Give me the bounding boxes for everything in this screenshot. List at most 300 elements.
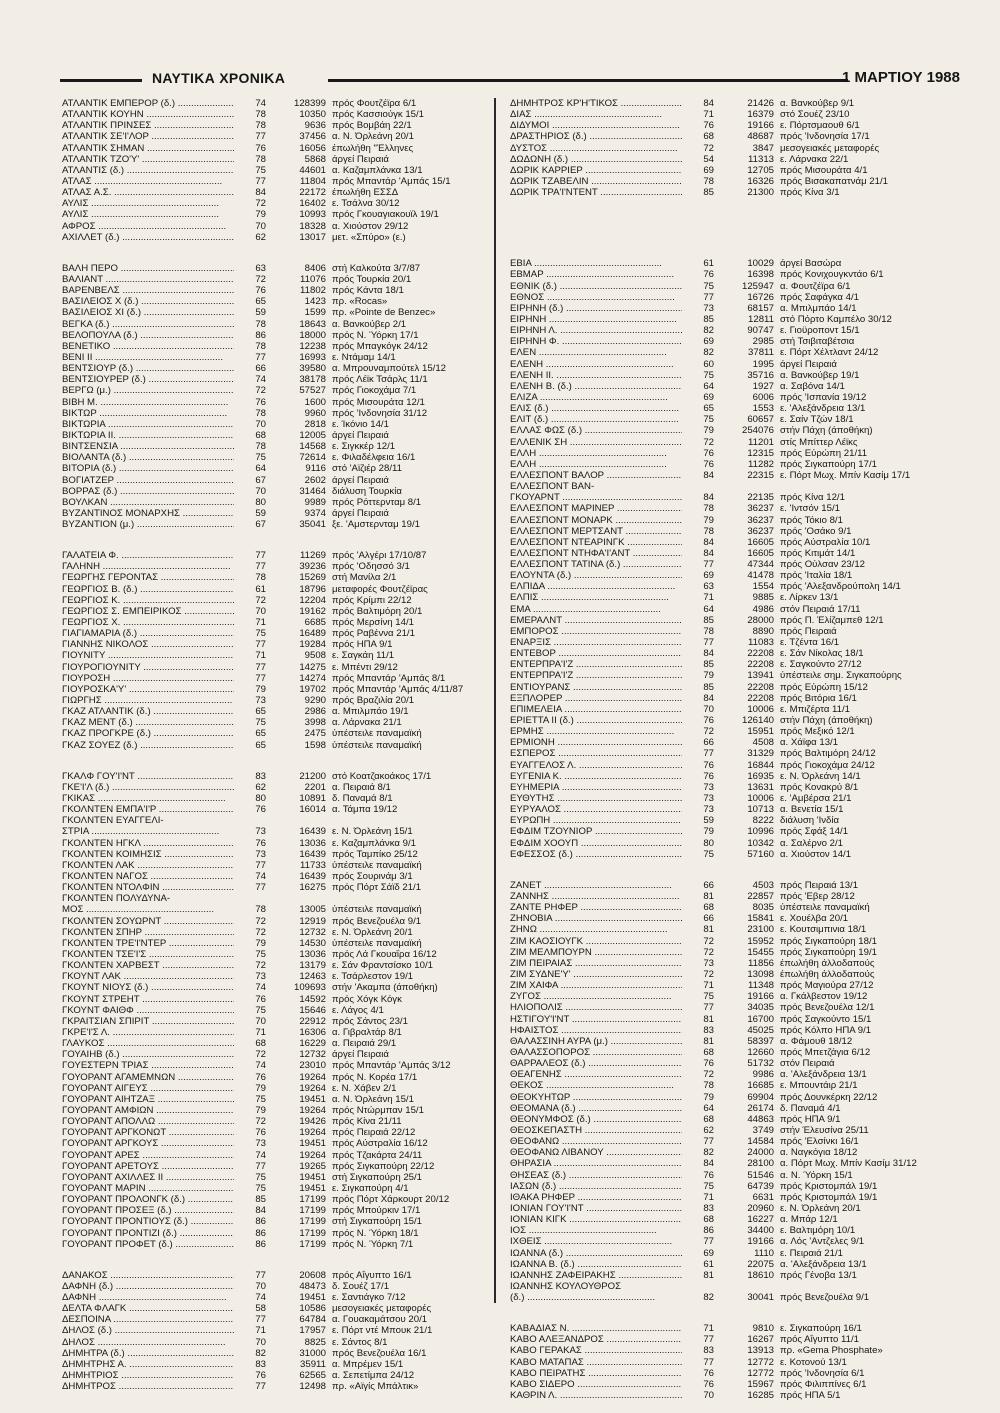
ship-row — [510, 470, 940, 481]
build-year: 66 — [703, 737, 714, 749]
ship-status: πρός Μπαντάρ 'Αμπάς 8/1 — [332, 672, 446, 684]
tonnage: 37811 — [748, 347, 774, 359]
ship-row — [62, 475, 494, 486]
ship-row — [510, 131, 940, 142]
build-year: 77 — [255, 561, 266, 573]
ship-row — [62, 1127, 494, 1138]
ship-row — [510, 1281, 940, 1292]
ship-name: ΓΚΟΛΝΤΕΝ ΕΜΠΑ'Ι'Ρ ..... — [62, 804, 234, 815]
tonnage: 16285 — [747, 1390, 774, 1402]
tonnage: 19451 — [299, 1182, 326, 1194]
ship-status: πρός Βομβάη 22/1 — [332, 120, 412, 132]
ship-name: ΓΟΥΟΡΑΝΤ ΠΡΟΣΕΞ (δ.) ..... — [62, 1205, 234, 1216]
build-year: 77 — [703, 559, 714, 571]
ship-name: ΓΙΑΓΙΑΜΑΡΙΑ (δ.) ..... — [62, 628, 234, 639]
ship-row — [510, 336, 940, 347]
tonnage: 21200 — [299, 770, 326, 782]
ship-name: ΘΕΚΟΣ ..... — [510, 1080, 682, 1091]
ship-name: ΒΟΥΛΚΑΝ ..... — [62, 497, 234, 508]
ship-row — [510, 1345, 940, 1356]
ship-status: πρός Βαλτιμόρη 24/12 — [780, 748, 876, 760]
build-year: 84 — [703, 692, 714, 704]
ship-name: ΑΥΛΙΣ ..... — [62, 209, 234, 220]
ship-name: ΚΑΒΑΔΙΑΣ Ν. ..... — [510, 1323, 682, 1334]
ship-status: ε. Σαντιάγκο 7/12 — [332, 1292, 406, 1304]
ship-name: ΕΝΤΕΡΠΡΑ'Ι'Ζ ..... — [510, 659, 682, 670]
ship-name: ΔΗΛΟΣ (δ.) ..... — [62, 1325, 234, 1336]
ship-row — [510, 414, 940, 425]
ship-status: έπωλήθη άλλοδαπούς — [780, 957, 875, 969]
build-year: 71 — [255, 1325, 266, 1337]
ship-name: ΗΦΑΙΣΤΟΣ ..... — [510, 1025, 682, 1036]
ship-status: πρός Δουνκέρκη 22/12 — [780, 1091, 878, 1103]
ship-name: ΓΚΟΛΝΤΕΝ ΧΑΡΒΕΣΤ ..... — [62, 960, 234, 971]
ship-name: ΓΚΟΛΝΤΕΝ ΣΠΗΡ ..... — [62, 927, 234, 938]
ship-name: ΕΛΟΥΝΤΑ (δ.) ..... — [510, 570, 682, 581]
ship-status: ε. Σαγκάη 11/1 — [332, 650, 395, 662]
ship-name: ΘΕΑΓΕΝΗΣ ..... — [510, 1069, 682, 1080]
ship-name: ΓΑΛΑΤΕΙΑ Φ. ..... — [62, 550, 234, 561]
ship-name: ΓΚΡΑΙΤΣΙΑΝ ΣΠΙΡΙΤ ..... — [62, 1016, 234, 1027]
ship-status: πρός Φουτζέϊρα 6/1 — [332, 98, 417, 109]
ship-status: στήν Πάχη (άποθήκη) — [780, 425, 873, 437]
ship-status: πρός Κόλπο ΗΠΑ 9/1 — [780, 1024, 872, 1036]
ship-status: στό 'Αϊζιέρ 28/11 — [332, 463, 402, 475]
ship-row — [510, 682, 940, 693]
header-rule-right — [328, 79, 848, 82]
build-year: 65 — [255, 739, 266, 751]
ship-status: πρός 'Ισπανία 19/12 — [780, 391, 867, 403]
ship-status: α. Χάϊφα 13/1 — [780, 737, 839, 749]
ship-status: ε. Σιγκαπούρη 16/1 — [780, 1323, 862, 1335]
build-year: 70 — [255, 605, 266, 617]
ship-row — [62, 198, 494, 209]
build-year: 79 — [255, 1104, 266, 1116]
ship-name: ΓΚΟΥΑΡΝΤ ..... — [510, 492, 682, 503]
ship-name: ΓΚΟΛΝΤΕΝ ΗΓΚΛ ..... — [62, 838, 234, 849]
ship-status: ε. Σιγκκέρ 12/1 — [332, 441, 396, 453]
build-year: 79 — [255, 937, 266, 949]
ship-status: πρός Πειραιά — [780, 625, 837, 637]
tonnage: 18328 — [299, 220, 326, 232]
ship-status: πρός Σιγκαπούρη 17/1 — [780, 458, 877, 470]
build-year: 78 — [255, 120, 266, 132]
ship-status: ε. Λάγος 4/1 — [332, 1004, 384, 1016]
tonnage: 14275 — [299, 661, 326, 673]
build-year: 75 — [703, 1180, 714, 1192]
build-year: 59 — [703, 815, 714, 827]
ship-status: πρός ΗΠΑ 5/1 — [780, 1390, 841, 1402]
ship-row — [62, 274, 494, 285]
ship-row — [62, 1016, 494, 1027]
ship-status: μετ. «Σπύρο» (ε.) — [332, 231, 406, 243]
ship-status: α. Λός 'Αντζελες 9/1 — [780, 1236, 865, 1248]
build-year: 59 — [255, 507, 266, 519]
tonnage: 21426 — [747, 98, 774, 109]
tonnage: 14568 — [299, 441, 326, 453]
tonnage: 9810 — [752, 1323, 774, 1335]
ship-name: ΘΕΟΦΑΝΩ ΛΙΒΑΝΟΥ ..... — [510, 1147, 682, 1158]
ship-row — [62, 949, 494, 960]
tonnage: 19264 — [299, 1149, 326, 1161]
ship-status: ε. Πόρτσμαουθ 6/1 — [780, 120, 860, 132]
ship-name: ΕΛΠΙΔΑ ..... — [510, 581, 682, 592]
ship-status: πρός Μερσίνη 14/1 — [332, 617, 414, 629]
build-year: 83 — [703, 1345, 714, 1357]
tonnage: 22135 — [747, 492, 774, 504]
ship-status: α. Τάμπα 19/12 — [332, 804, 398, 816]
tonnage: 12463 — [299, 971, 326, 983]
ship-status: ε. Πόρτ Χέλτλαντ 24/12 — [780, 347, 879, 359]
ship-status: ε. Σάν Φραντσίσκο 10/1 — [332, 960, 433, 972]
ship-name: ΕΝΤΙΟΥΡΑΝΣ ..... — [510, 682, 682, 693]
ship-name: ΑΤΛΑΣ ..... — [62, 176, 234, 187]
tonnage: 12705 — [747, 164, 774, 176]
ship-name: ΓΚΟΛΝΤΕΝ ΤΣΕ'Ι'Σ ..... — [62, 949, 234, 960]
build-year: 76 — [255, 1071, 266, 1083]
ship-row — [510, 726, 940, 737]
ship-status: α. Φάμουθ 18/12 — [780, 1035, 853, 1047]
ship-status: πρός ΗΠΑ 9/1 — [332, 639, 393, 651]
ship-row — [62, 374, 494, 385]
build-year: 73 — [255, 1138, 266, 1150]
build-year: 79 — [703, 425, 714, 437]
tonnage: 16014 — [299, 804, 326, 816]
build-year: 84 — [255, 187, 266, 199]
ship-row — [62, 176, 494, 187]
ship-row — [510, 1147, 940, 1158]
build-year: 54 — [703, 153, 714, 165]
ship-group — [62, 98, 494, 243]
ship-name: ΔΗΜΗΤΡΟΣ ..... — [62, 1381, 234, 1392]
tonnage: 22208 — [747, 659, 774, 671]
build-year: 76 — [255, 804, 266, 816]
ship-status: μεσογειακές μεταφορές — [332, 1303, 432, 1315]
ship-row — [510, 793, 940, 804]
build-year: 75 — [255, 452, 266, 464]
tonnage: 2986 — [304, 706, 326, 718]
tonnage: 13036 — [299, 837, 326, 849]
ship-status: ε. Σαίν Τζών 18/1 — [780, 414, 854, 426]
build-year: 78 — [703, 175, 714, 187]
tonnage: 10006 — [747, 703, 774, 715]
tonnage: 22075 — [747, 1258, 774, 1270]
build-year: 67 — [255, 519, 266, 531]
ship-status: στίς Μπίττερ Λέϊκς — [780, 436, 858, 448]
ship-row — [62, 1072, 494, 1083]
tonnage: 11083 — [748, 637, 774, 649]
ship-name: ΖΗΝΟΒΙΑ ..... — [510, 913, 682, 924]
tonnage: 35716 — [747, 369, 774, 381]
ship-name: ΕΜΑ ..... — [510, 604, 682, 615]
ship-status: πρός Μισουράτα 4/1 — [780, 164, 868, 176]
ship-status: πρός Τζακάρτα 24/11 — [332, 1149, 423, 1161]
ship-status: πρός Σιγκαπούρη 19/1 — [780, 946, 877, 958]
ship-name: ΙΩΑΝΝΑ (δ.) ..... — [510, 1248, 682, 1259]
ship-status: πρός Πόρτ Χάρκουρτ 20/12 — [332, 1194, 450, 1206]
tonnage: 48473 — [299, 1280, 326, 1292]
ship-status: πρός Μπαντάρ 'Αμπάς 3/12 — [332, 1060, 451, 1072]
ship-row — [510, 570, 940, 581]
ship-name: ΕΜΕΡΑΛΝΤ ..... — [510, 615, 682, 626]
build-year: 76 — [703, 1169, 714, 1181]
ship-status: ε. Ν. Όρλεάνη 15/1 — [332, 826, 413, 838]
build-year: 76 — [703, 458, 714, 470]
build-year: 83 — [703, 1202, 714, 1214]
tonnage: 10342 — [747, 837, 774, 849]
ship-row — [510, 425, 940, 436]
tonnage: 1110 — [754, 1247, 774, 1259]
build-year: 76 — [703, 1058, 714, 1070]
build-year: 74 — [255, 98, 266, 109]
ship-name: ΕΛΛΑΣ ΦΩΣ (δ.) ..... — [510, 425, 682, 436]
ship-name: ΔΩΡΙΚ ΤΡΑ'Ι'ΝΤΕΝΤ ..... — [510, 187, 682, 198]
ship-row — [510, 437, 940, 448]
ship-name: ΘΑΛΑΣΣΙΝΗ ΑΥΡΑ (μ.) ..... — [510, 1036, 682, 1047]
build-year: 72 — [255, 594, 266, 606]
tonnage: 13913 — [747, 1345, 774, 1357]
build-year: 76 — [703, 120, 714, 132]
ship-name: ΕΙΡΗΝΗ Λ. ..... — [510, 325, 682, 336]
ship-status: ε. Σαγκούντο 27/12 — [780, 659, 862, 671]
ship-status: πρός Ρόττερνταμ 8/1 — [332, 496, 422, 508]
ship-row — [62, 717, 494, 728]
build-year: 67 — [255, 474, 266, 486]
ship-status: πρός Αύστραλία 16/12 — [332, 1138, 428, 1150]
ship-status: πρ. «Gema Phosphate» — [780, 1345, 883, 1357]
ship-row — [510, 1103, 940, 1114]
ship-row — [510, 748, 940, 759]
ship-name: ΕΥΘΥΤΗΣ ..... — [510, 793, 682, 804]
ship-status: α. Γιβραλτάρ 8/1 — [332, 1026, 402, 1038]
ship-row — [510, 826, 940, 837]
ship-name: ΓΑΛΗΝΗ ..... — [62, 561, 234, 572]
ship-row — [510, 670, 940, 681]
tonnage: 34400 — [747, 1225, 774, 1237]
ship-row — [510, 120, 940, 131]
build-year: 77 — [255, 639, 266, 651]
build-year: 78 — [703, 625, 714, 637]
ship-name: ΓΚΕ'Ι'Λ (δ.) ..... — [62, 782, 234, 793]
ship-name: ΕΛΛΕΣΠΟΝΤ ΜΕΡΤΣΑΝΤ ..... — [510, 526, 682, 537]
tonnage: 13017 — [299, 231, 326, 243]
build-year: 65 — [703, 403, 714, 415]
ship-name: ΘΑΡΡΑΛΕΟΣ (δ.) ..... — [510, 1058, 682, 1069]
build-year: 72 — [703, 726, 714, 738]
tonnage: 19166 — [747, 1236, 774, 1248]
ship-status: έπωλήθη ΕΣΣΔ — [332, 187, 399, 199]
ship-status: στό Σουέζ 23/10 — [780, 109, 850, 121]
ship-name: ΓΕΩΡΓΙΟΣ Σ. ΕΜΠΕΙΡΙΚΟΣ ..... — [62, 606, 234, 617]
tonnage: 17199 — [299, 1238, 326, 1250]
ship-row — [510, 292, 940, 303]
ship-status: ε. Ν. Όρλεάνη 20/1 — [332, 926, 413, 938]
build-year: 61 — [703, 1258, 714, 1270]
ship-row — [62, 971, 494, 982]
ship-name: ΕΛΠΙΣ ..... — [510, 592, 682, 603]
ship-status: ε. Κοτονού 13/1 — [780, 1356, 847, 1368]
ship-row — [510, 1136, 940, 1147]
ship-row — [62, 307, 494, 318]
ship-row — [510, 936, 940, 947]
tonnage: 1600 — [304, 396, 326, 408]
ship-row — [510, 176, 940, 187]
ship-status: πρός 'Ιταλία 18/1 — [780, 570, 853, 582]
build-year: 75 — [255, 1004, 266, 1016]
ship-row — [510, 269, 940, 280]
ship-status: πρός Μπαγκόγκ 24/12 — [332, 340, 428, 352]
tonnage: 9986 — [752, 1069, 774, 1081]
build-year: 68 — [255, 429, 266, 441]
ship-name: ΕΛΕΝΗ ΙΙ. ..... — [510, 370, 682, 381]
build-year: 68 — [703, 1113, 714, 1125]
ship-name: ΒΕΝΤΣΙΟΥΡ (δ.) ..... — [62, 363, 234, 374]
ship-status: πρός Σάντος 23/1 — [332, 1015, 408, 1027]
ship-name: ΓΟΥΟΡΑΝΤ ΑΡΕΤΟΥΣ ..... — [62, 1161, 234, 1172]
ship-row — [62, 1314, 494, 1325]
ship-status: α. Πειραιά 29/1 — [332, 1038, 397, 1050]
ship-status: ύπέστειλε παναμαϊκή — [780, 902, 870, 914]
ship-status: πρός Βενεζουέλα 12/1 — [780, 1002, 875, 1014]
ship-name: ΓΚΟΛΝΤΕΝ ΚΟΙΜΗΣΙΣ ..... — [62, 849, 234, 860]
tonnage: 36237 — [747, 525, 774, 537]
tonnage: 16935 — [747, 770, 774, 782]
ship-row — [62, 508, 494, 519]
tonnage: 8406 — [304, 262, 326, 274]
ship-row — [510, 891, 940, 902]
build-year: 77 — [255, 661, 266, 673]
ship-name: ΕΙΡΗΝΗ ..... — [510, 314, 682, 325]
ship-row — [510, 1080, 940, 1091]
ship-row — [510, 303, 940, 314]
column-divider — [494, 98, 496, 1303]
build-year: 68 — [703, 1046, 714, 1058]
tonnage: 6631 — [752, 1191, 774, 1203]
ship-row — [62, 1205, 494, 1216]
ship-row — [62, 706, 494, 717]
build-year: 69 — [703, 1247, 714, 1259]
ship-name: ΕΣΠΕΡΟΣ ..... — [510, 748, 682, 759]
tonnage: 21300 — [747, 187, 774, 199]
ship-row — [510, 1125, 940, 1136]
tonnage: 15841 — [747, 913, 774, 925]
ship-row — [62, 561, 494, 572]
ship-status: στό Κοατζακοάκος 17/1 — [332, 770, 432, 782]
tonnage: 31329 — [747, 748, 774, 760]
ship-name: ΗΛΙΟΠΟΛΙΣ ..... — [510, 1002, 682, 1013]
ship-status: πρός Ντώρμπαν 15/1 — [332, 1104, 424, 1116]
tonnage: 10993 — [299, 209, 326, 221]
ship-row — [62, 1150, 494, 1161]
ship-status: α. 'Αλεξάνδρεια 13/1 — [780, 1258, 867, 1270]
ship-row — [62, 187, 494, 198]
ship-status: πρός Πόρτ Σάϊδ 21/1 — [332, 882, 422, 894]
ship-name: ΑΤΛΑΝΤΙΚ ΠΡΙΝΣΕΣ ..... — [62, 120, 234, 131]
build-year: 75 — [255, 948, 266, 960]
tonnage: 4503 — [752, 879, 774, 891]
ship-status: ε. Σιγκαπούρη 4/1 — [332, 1182, 409, 1194]
tonnage: 37456 — [299, 131, 326, 143]
build-year: 83 — [255, 770, 266, 782]
build-year: 62 — [703, 1124, 714, 1136]
ship-status: πρός ΗΠΑ 9/1 — [780, 1113, 841, 1125]
ship-status: πρός Κριστομπάλ 19/1 — [780, 1180, 878, 1192]
build-year: 73 — [703, 793, 714, 805]
build-year: 65 — [255, 728, 266, 740]
tonnage: 16056 — [299, 142, 326, 154]
tonnage: 8222 — [752, 815, 774, 827]
build-year: 77 — [255, 550, 266, 562]
ship-row — [510, 615, 940, 626]
ship-status: πρός Φιλιππίνες 6/1 — [780, 1378, 867, 1390]
tonnage: 72614 — [299, 452, 326, 464]
ship-status: ε. Φιλαδέλφεια 16/1 — [332, 452, 416, 464]
ship-name: ΒΕΛΟΠΟΥΛΑ (δ.) ..... — [62, 330, 234, 341]
tonnage: 12315 — [747, 447, 774, 459]
ship-status: πρός Λά Γκουαΐρα 16/12 — [332, 948, 437, 960]
build-year: 64 — [703, 1102, 714, 1114]
build-year: 65 — [255, 296, 266, 308]
ship-name: ΕΛΙΤ (δ.) ..... — [510, 414, 682, 425]
ship-name: ΓΚΟΥΝΤ ΝΙΟΥΣ (δ.) ..... — [62, 982, 234, 993]
build-year: 79 — [255, 1082, 266, 1094]
tonnage: 16844 — [747, 759, 774, 771]
tonnage: 17199 — [299, 1205, 326, 1217]
ship-name: ΑΧΙΛΛΕΤ (δ.) ..... — [62, 232, 234, 243]
build-year: 64 — [255, 463, 266, 475]
ship-row — [62, 916, 494, 927]
ship-group — [510, 1323, 940, 1401]
ship-name: ΔΩΔΩΝΗ (δ.) ..... — [510, 154, 682, 165]
ship-name: ΓΟΥΟΡΑΝΤ ΑΡΓΚΟΝΩΤ ..... — [62, 1127, 234, 1138]
tonnage: 16993 — [299, 351, 326, 363]
ship-status: πρός Κίνα 21/11 — [332, 1116, 402, 1128]
ship-row — [62, 330, 494, 341]
tonnage: 2475 — [304, 728, 326, 740]
build-year: 77 — [255, 859, 266, 871]
ship-name: ΓΚΟΛΝΤΕΝ ΕΥΑΓΓΕΛΙ- — [62, 815, 164, 827]
ship-status: πρός Τουρκία 20/1 — [332, 273, 412, 285]
ship-row — [510, 626, 940, 637]
build-year: 74 — [255, 982, 266, 994]
ship-status: ε. Κουτσιμπινια 18/1 — [780, 924, 867, 936]
tonnage: 6685 — [304, 617, 326, 629]
build-year: 77 — [255, 1381, 266, 1393]
build-year: 69 — [703, 570, 714, 582]
tonnage: 45025 — [747, 1024, 774, 1036]
ship-status: πρός Σιγκαπούρη 22/12 — [332, 1160, 435, 1172]
build-year: 77 — [703, 748, 714, 760]
ship-status: α. Βενετία 15/1 — [780, 804, 844, 816]
ship-row — [62, 938, 494, 949]
build-year: 70 — [255, 1280, 266, 1292]
build-year: 60 — [703, 358, 714, 370]
tonnage: 16685 — [747, 1080, 774, 1092]
ship-status: ύπέστειλε σημ. Σιγκαπούρης — [780, 670, 902, 682]
tonnage: 31464 — [299, 485, 326, 497]
tonnage: 1598 — [304, 739, 326, 751]
ship-status: α. Σεπετίμπα 24/12 — [332, 1370, 415, 1382]
tonnage: 1995 — [752, 358, 774, 370]
ship-name: ΕΛΙΣ (δ.) ..... — [510, 403, 682, 414]
ship-name: ΓΚΟΥΝΤ ΣΤΡΕΗΤ ..... — [62, 994, 234, 1005]
ship-status: α. Βανκούβερ 2/1 — [332, 318, 407, 330]
ship-status: διάλυση 'Ινδία — [780, 815, 840, 827]
tonnage: 11313 — [748, 153, 774, 165]
build-year: 78 — [255, 572, 266, 584]
ship-row — [510, 481, 940, 492]
page-header — [60, 68, 960, 90]
